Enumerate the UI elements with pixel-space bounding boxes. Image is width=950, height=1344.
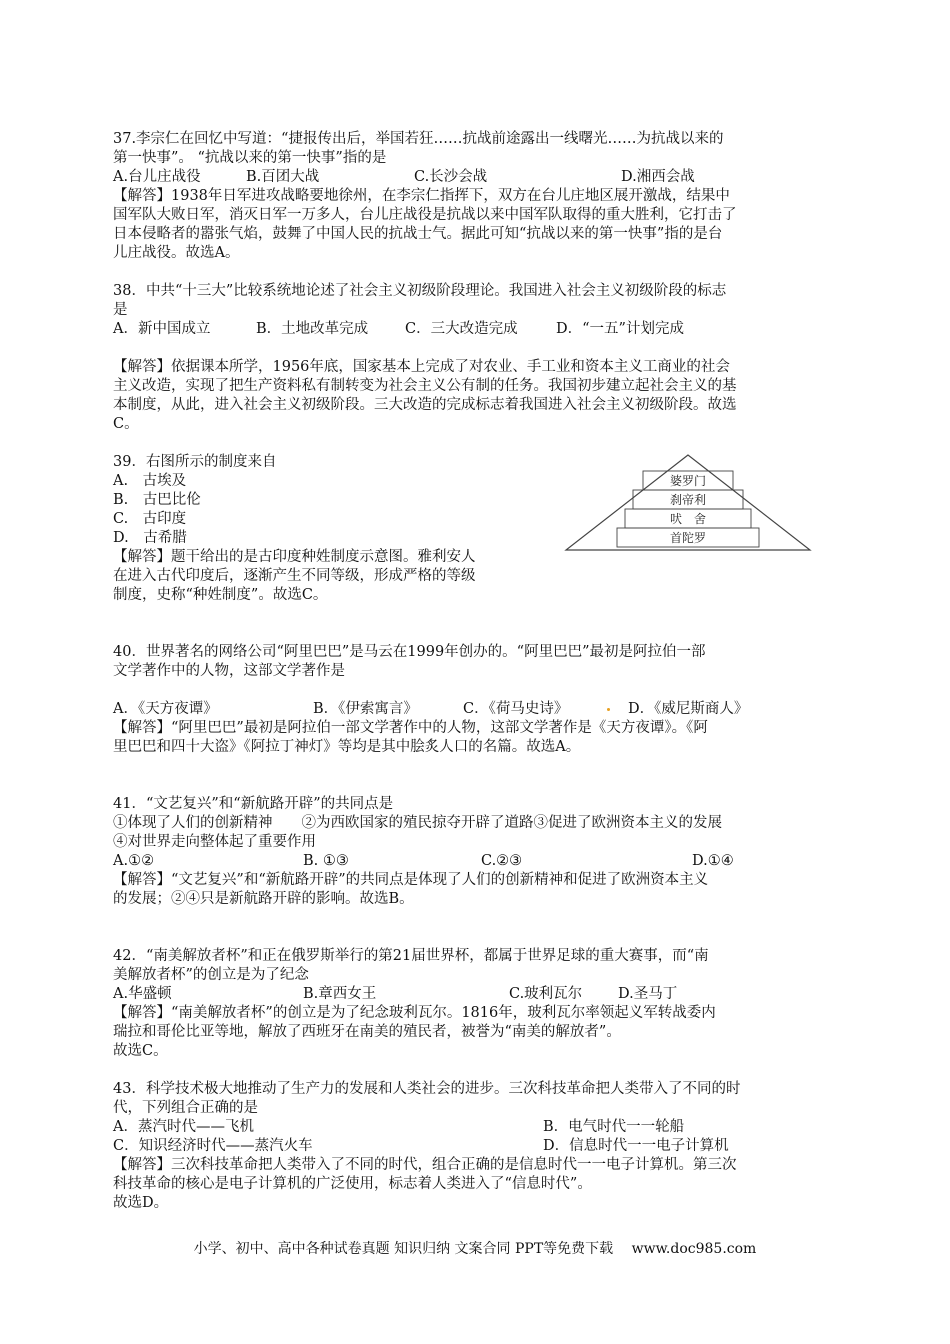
pyramid-label-vaishya: 吠 舍 — [669, 512, 707, 526]
q38-answer-line-4: C。 — [113, 416, 139, 432]
q41-answer-line-1: 【解答】“文艺复兴”和“新航路开辟”的共同点是体现了人们的创新精神和促进了欧洲资本主义 — [113, 872, 709, 888]
q43-answer-line-1: 【解答】三次科技革命把人类带入了不同的时代，组合正确的是信息时代一一电子计算机。第三次 — [113, 1157, 737, 1173]
q38-option-b: B．土地改革完成 — [256, 321, 369, 337]
q42-stem-line-2: 美解放者杯”的创立是为了纪念 — [113, 967, 309, 983]
q37-answer-line-3: 日本侵略者的嚣张气焰，鼓舞了中国人民的抗战士气。据此可知“抗战以来的第一快事”指的是台 — [113, 226, 723, 242]
question-42 — [113, 947, 843, 1061]
q38-option-d: D．“一五”计划完成 — [556, 321, 684, 337]
q39-answer-line-1: 【解答】题干给出的是古印度种姓制度示意图。雅利安人 — [113, 549, 476, 565]
q40-option-b: B．《伊索寓言》 — [313, 701, 418, 717]
pyramid-label-shudra: 首陀罗 — [669, 531, 707, 545]
q41-items-line-1: ①体现了人们的创新精神 ②为西欧国家的殖民掠夺开辟了道路③促进了欧洲资本主义的发展 — [113, 815, 722, 831]
q41-option-c: C.②③ — [481, 853, 523, 869]
page-footer: 小学、初中、高中各种试卷真题 知识归纳 文案合同 PPT等免费下载 www.doc985.com — [193, 1241, 757, 1257]
q43-options-row-1 — [113, 1118, 843, 1137]
question-40 — [113, 643, 843, 757]
q40-option-a: A．《天方夜谭》 — [113, 701, 218, 717]
q42-option-a: A.华盛顿 — [113, 986, 172, 1002]
q40-option-dot — [603, 700, 614, 719]
q43-answer-line-3: 故选D。 — [113, 1195, 169, 1211]
q38-answer-line-1: 【解答】依据课本所学，1956年底，国家基本上完成了对农业、手工业和资本主义工商业的社会 — [113, 359, 730, 375]
caste-pyramid-diagram — [563, 453, 813, 553]
q38-options — [113, 320, 843, 339]
q41-items-line-2: ④对世界走向整体起了重要作用 — [113, 834, 316, 850]
q43-option-d: D．信息时代一一电子计算机 — [543, 1138, 729, 1154]
q39-option-a: A. 古埃及 — [113, 473, 187, 489]
q37-stem-line-1: 37.李宗仁在回忆中写道：“捷报传出后，举国若狂……抗战前途露出一线曙光……为抗战以来的 — [113, 131, 724, 147]
q38-stem-line-2: 是 — [113, 302, 128, 318]
q41-option-d: D.①④ — [692, 853, 734, 869]
q40-option-d: D．《威尼斯商人》 — [628, 701, 749, 717]
q43-stem-line-2: 代，下列组合正确的是 — [113, 1100, 258, 1116]
q37-options — [113, 168, 843, 187]
q40-stem-line-1: 40．世界著名的网络公司“阿里巴巴”是马云在1999年创办的。“阿里巴巴”最初是阿拉伯一部 — [113, 644, 706, 660]
q42-options — [113, 985, 843, 1004]
q41-stem: 41．“文艺复兴”和“新航路开辟”的共同点是 — [113, 796, 394, 812]
q39-answer-line-3: 制度，史称“种姓制度”。故选C。 — [113, 587, 328, 603]
q43-answer-line-2: 科技革命的核心是电子计算机的广泛使用，标志着人类进入了“信息时代”。 — [113, 1176, 592, 1192]
q43-option-c: C．知识经济时代——蒸汽火车 — [113, 1138, 313, 1154]
q41-answer-line-2: 的发展；②④只是新航路开辟的影响。故选B。 — [113, 891, 414, 907]
q38-option-a: A．新中国成立 — [113, 321, 211, 337]
q42-answer-line-2: 瑞拉和哥伦比亚等地，解放了西班牙在南美的殖民者，被誉为“南美的解放者”。 — [113, 1024, 621, 1040]
q40-answer-line-2: 里巴巴和四十大盗》《阿拉丁神灯》等均是其中脍炙人口的名篇。故选A。 — [113, 739, 581, 755]
q42-answer-line-3: 故选C。 — [113, 1043, 168, 1059]
q43-options-row-2 — [113, 1137, 843, 1156]
q42-answer-line-1: 【解答】“南美解放者杯”的创立是为了纪念玻利瓦尔。1816年，玻利瓦尔率领起义军转战委内 — [113, 1005, 716, 1021]
q37-stem-line-2: 第一快事”。 “抗战以来的第一快事”指的是 — [113, 150, 387, 166]
q38-answer-line-3: 本制度，从此，进入社会主义初级阶段。三大改造的完成标志着我国进入社会主义初级阶段。故选 — [113, 397, 737, 413]
q39-answer-line-2: 在进入古代印度后，逐渐产生不同等级，形成严格的等级 — [113, 568, 476, 584]
q38-stem-line-1: 38．中共“十三大”比较系统地论述了社会主义初级阶段理论。我国进入社会主义初级阶段的标志 — [113, 283, 727, 299]
question-41 — [113, 795, 843, 909]
q42-option-b: B.章西女王 — [303, 986, 377, 1002]
q37-answer-line-1: 【解答】1938年日军进攻战略要地徐州，在李宗仁指挥下，双方在台儿庄地区展开激战，结果中 — [113, 188, 730, 204]
q39-option-b: B. 古巴比伦 — [113, 492, 201, 508]
q39-option-d: D. 古希腊 — [113, 530, 187, 546]
q43-option-b: B．电气时代一一轮船 — [543, 1119, 685, 1135]
pyramid-label-kshatriya: 刹帝利 — [669, 493, 707, 507]
q39-option-c: C. 古印度 — [113, 511, 187, 527]
q37-option-a: A.台儿庄战役 — [113, 169, 201, 185]
q37-answer-line-2: 国军队大败日军，消灭日军一万多人，台儿庄战役是抗战以来中国军队取得的重大胜利，它打击了 — [113, 207, 737, 223]
question-38 — [113, 282, 843, 434]
q37-option-d: D.湘西会战 — [621, 169, 695, 185]
question-39 — [113, 453, 843, 605]
q37-option-c: C.长沙会战 — [414, 169, 488, 185]
q42-stem-line-1: 42．“南美解放者杯”和正在俄罗斯举行的第21届世界杯，都属于世界足球的重大赛事，而“南 — [113, 948, 709, 964]
pyramid-label-brahmin: 婆罗门 — [669, 474, 707, 488]
q42-option-c: C.玻利瓦尔 — [509, 986, 583, 1002]
exam-page — [113, 130, 843, 1213]
q43-option-a: A．蒸汽时代——飞机 — [113, 1119, 254, 1135]
q40-answer-line-1: 【解答】“阿里巴巴”最初是阿拉伯一部文学著作中的人物，这部文学著作是《天方夜谭》。《阿 — [113, 720, 708, 736]
q37-answer-line-4: 儿庄战役。故选A。 — [113, 245, 240, 261]
q40-option-c: C．《荷马史诗》 — [463, 701, 569, 717]
q42-option-d: D.圣马丁 — [618, 986, 678, 1002]
q38-answer-line-2: 主义改造，实现了把生产资料私有制转变为社会主义公有制的任务。我国初步建立起社会主义的基 — [113, 378, 737, 394]
q40-stem-line-2: 文学著作中的人物，这部文学著作是 — [113, 663, 345, 679]
q41-option-b: B. ①③ — [303, 853, 349, 869]
question-37 — [113, 130, 843, 263]
q43-stem-line-1: 43．科学技术极大地推动了生产力的发展和人类社会的进步。三次科技革命把人类带入了不同的时 — [113, 1081, 741, 1097]
q40-options — [113, 700, 843, 719]
q37-option-b: B.百团大战 — [246, 169, 320, 185]
question-43 — [113, 1080, 843, 1213]
q39-stem: 39．右图所示的制度来自 — [113, 454, 277, 470]
q41-options — [113, 852, 843, 871]
q41-option-a: A.①② — [113, 853, 155, 869]
q38-option-c: C．三大改造完成 — [405, 321, 518, 337]
